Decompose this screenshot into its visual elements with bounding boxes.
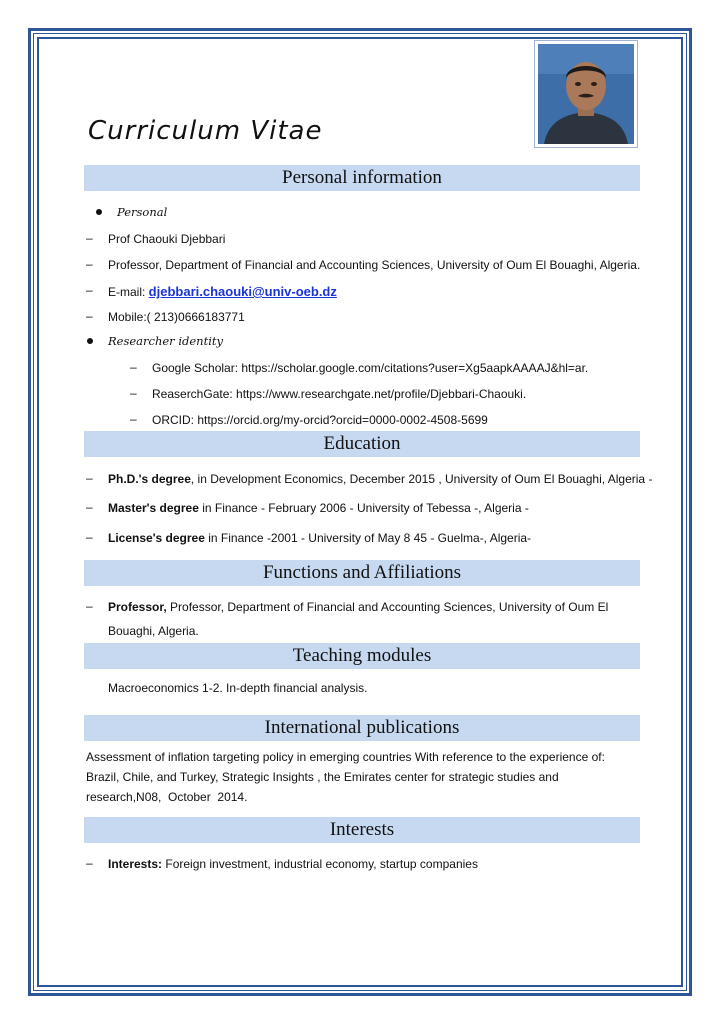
researcher-subhead: Researcher identity <box>108 334 223 348</box>
personal-name: Prof Chaouki Djebbari <box>108 232 226 246</box>
section-header-personal: Personal information <box>84 165 640 191</box>
section-header-education: Education <box>84 431 640 457</box>
education-item <box>108 531 531 545</box>
education-detail: in Finance -2001 - University of May 8 45 - Guelma-, Algeria- <box>204 531 532 545</box>
dash-icon: – <box>130 360 137 374</box>
publication-entry <box>86 747 632 807</box>
interests-label: Interests: <box>108 857 163 871</box>
email-label: E-mail: <box>108 285 149 299</box>
teaching-text: Macroeconomics 1-2. In-depth financial analysis. <box>108 681 368 695</box>
dash-icon: – <box>86 257 93 271</box>
dash-icon: – <box>86 283 93 297</box>
section-header-teaching: Teaching modules <box>84 643 640 669</box>
functions-line-2: Bouaghi, Algeria. <box>108 624 199 638</box>
bullet-icon <box>87 338 93 344</box>
education-detail: in Finance - February 2006 - University of Tebessa -, Algeria - <box>198 501 529 515</box>
personal-position: Professor, Department of Financial and Accounting Sciences, University of Oum El Bouaghi, Algeria. <box>108 258 641 272</box>
interests-line <box>108 857 478 871</box>
publication-line: Brazil, Chile, and Turkey, Strategic Insights , the Emirates center for strategic studies and <box>86 770 559 784</box>
google-scholar-link[interactable]: Google Scholar: https://scholar.google.com/citations?user=Xg5aapkAAAAJ&hl=ar. <box>152 361 589 375</box>
dash-icon: – <box>86 856 93 870</box>
section-header-functions: Functions and Affiliations <box>84 560 640 586</box>
publication-line: Assessment of inflation targeting policy in emerging countries With reference to the experience of: <box>86 750 605 764</box>
education-item <box>108 501 529 515</box>
email-link[interactable]: djebbari.chaouki@univ-oeb.dz <box>148 284 337 299</box>
dash-icon: – <box>86 471 93 485</box>
section-header-interests: Interests <box>84 817 640 843</box>
dash-icon: – <box>86 231 93 245</box>
dash-icon: – <box>86 599 93 613</box>
interests-text: Foreign investment, industrial economy, startup companies <box>162 857 478 871</box>
section-header-publications: International publications <box>84 715 640 741</box>
orcid-link[interactable]: ORCID: https://orcid.org/my-orcid?orcid=0000-0002-4508-5699 <box>152 413 488 427</box>
education-degree: License's degree <box>108 531 205 545</box>
education-degree: Ph.D.'s degree <box>108 472 191 486</box>
profile-photo <box>534 40 638 148</box>
dash-icon: – <box>130 386 137 400</box>
functions-role: Professor, <box>108 600 167 614</box>
email-row <box>108 284 337 299</box>
education-item <box>108 472 652 486</box>
personal-mobile: Mobile:( 213)0666183771 <box>108 310 245 324</box>
publication-line: research,N08, October 2014. <box>86 790 248 804</box>
cv-title: Curriculum Vitae <box>88 116 323 146</box>
dash-icon: – <box>86 500 93 514</box>
functions-line <box>108 600 608 614</box>
dash-icon: – <box>130 412 137 426</box>
education-degree: Master's degree <box>108 501 199 515</box>
functions-detail: Professor, Department of Financial and Accounting Sciences, University of Oum El <box>166 600 609 614</box>
personal-subhead: Personal <box>117 205 168 219</box>
education-detail: , in Development Economics, December 2015 , University of Oum El Bouaghi, Algeria - <box>190 472 653 486</box>
bullet-icon <box>96 209 102 215</box>
dash-icon: – <box>86 309 93 323</box>
researchgate-link[interactable]: ReaserchGate: https://www.researchgate.net/profile/Djebbari-Chaouki. <box>152 387 527 401</box>
dash-icon: – <box>86 530 93 544</box>
